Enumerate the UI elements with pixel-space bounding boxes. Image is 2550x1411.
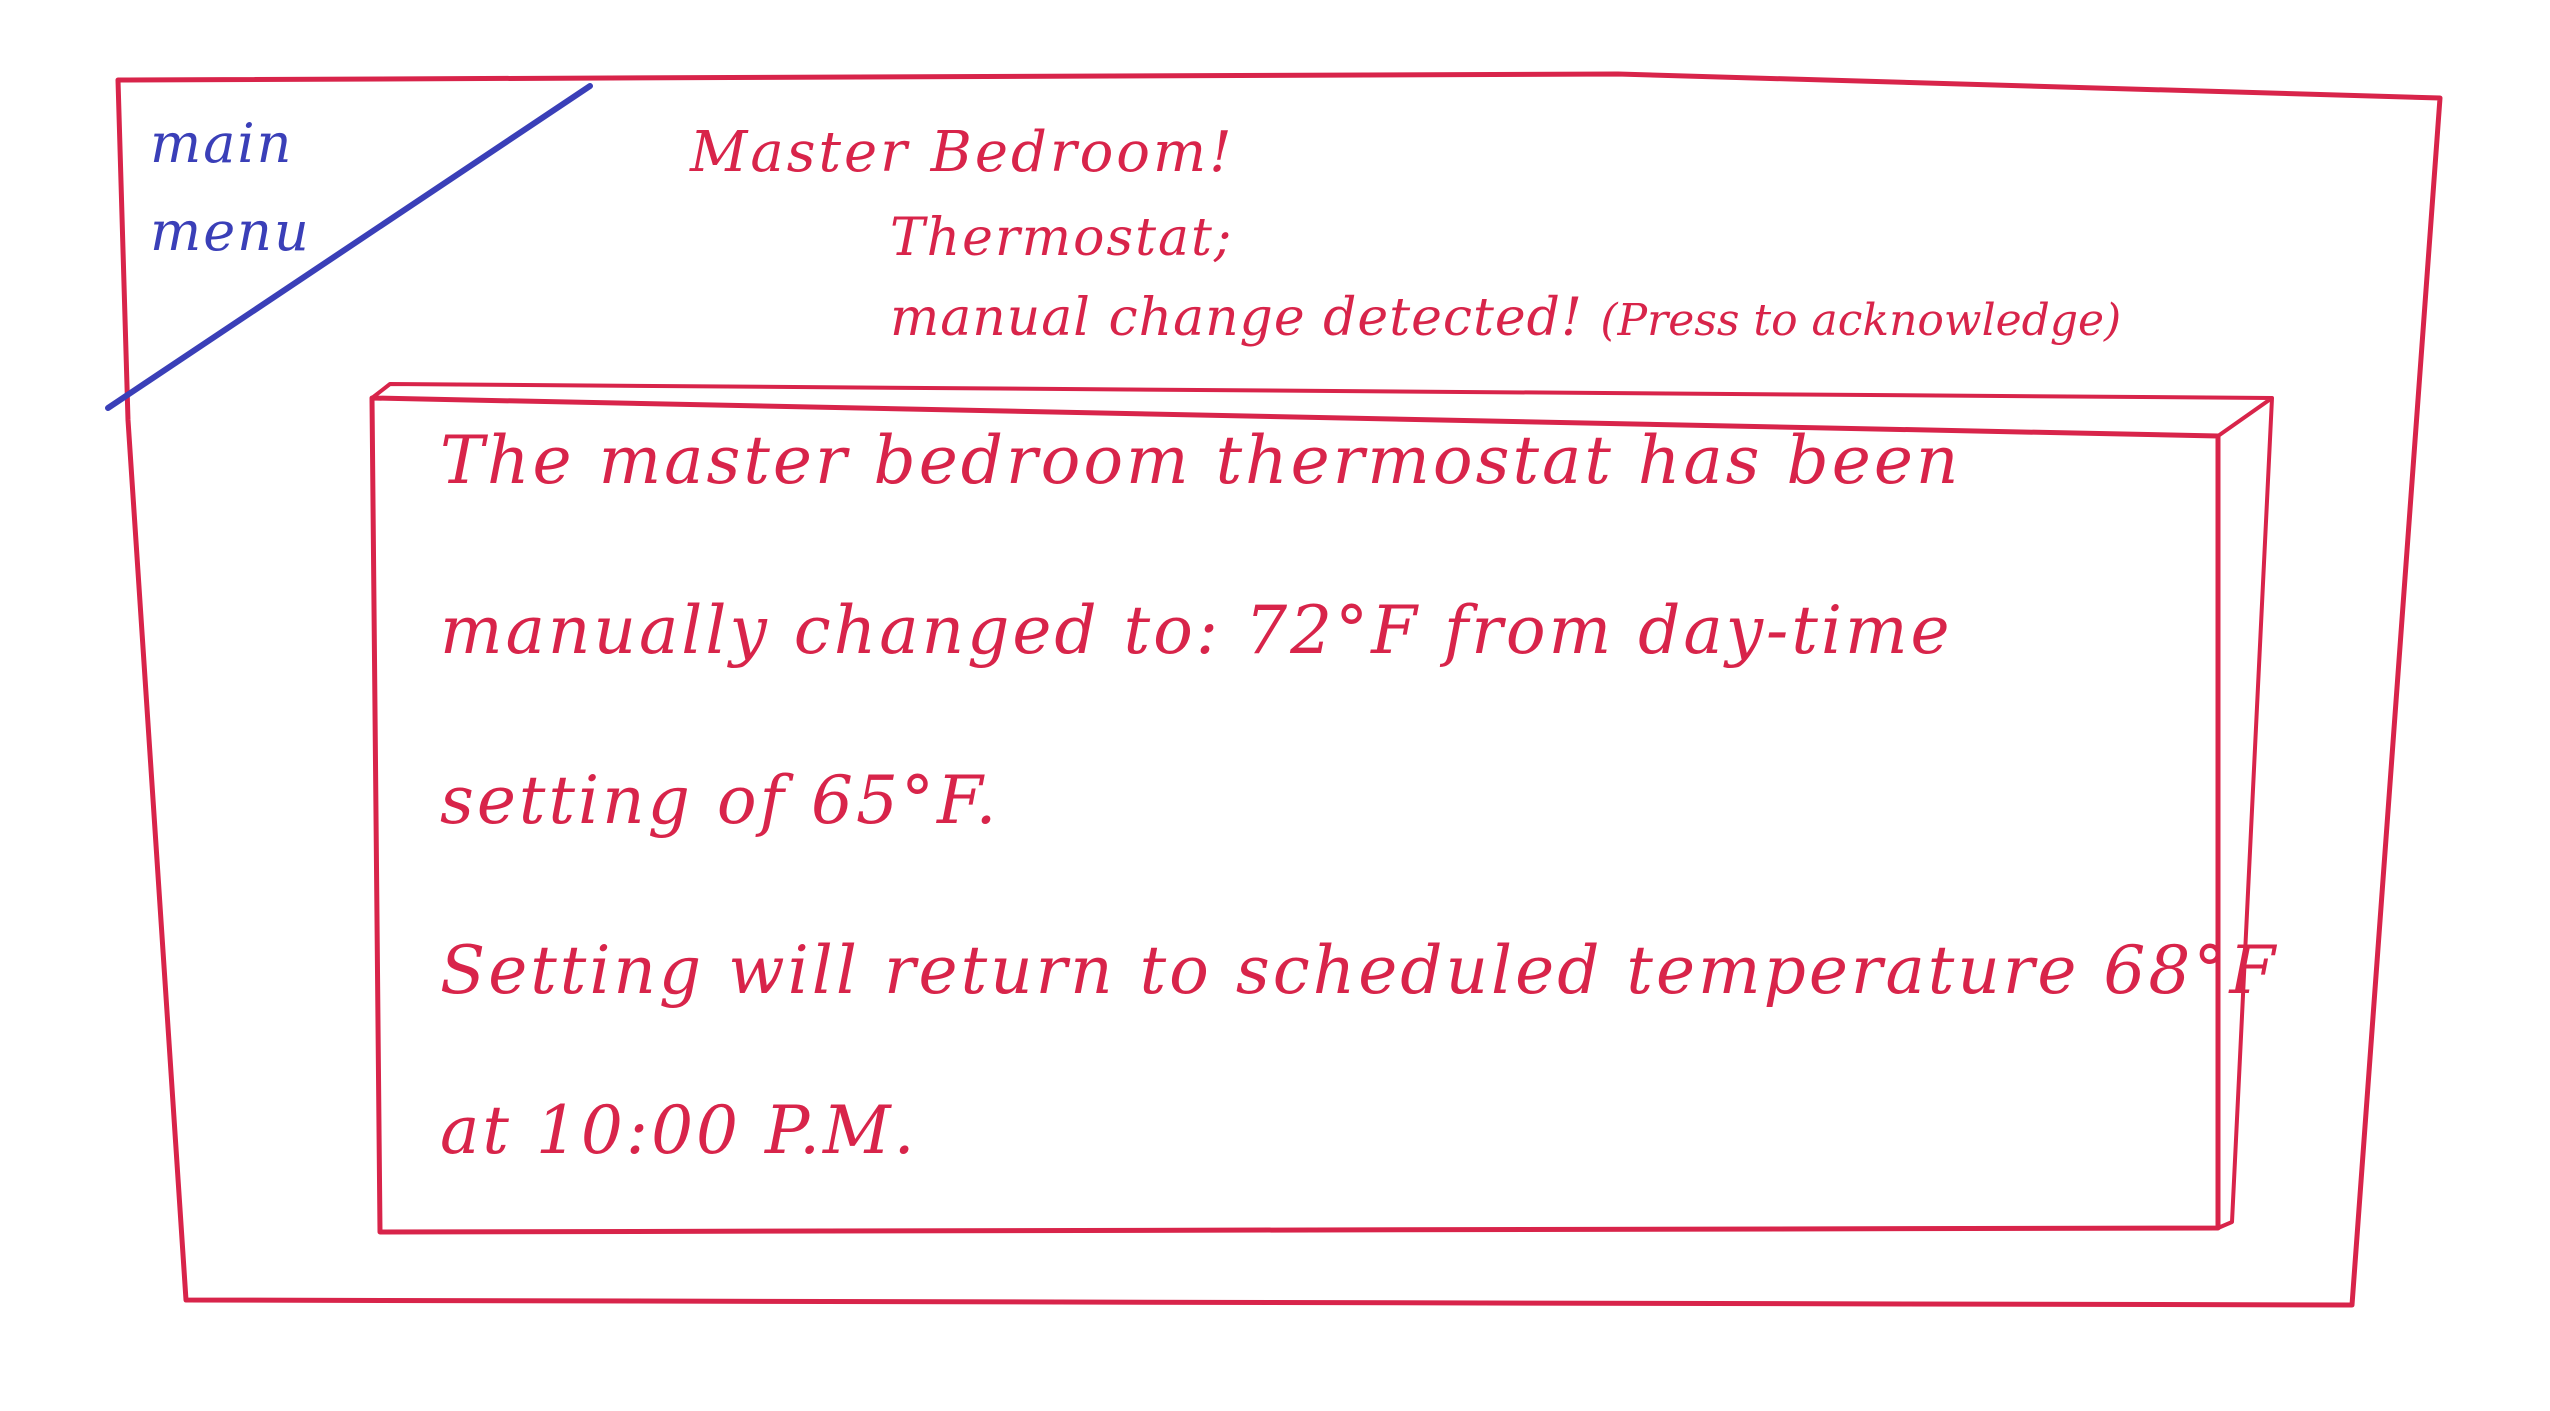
message-line-1: The master bedroom thermostat has been <box>440 422 1962 499</box>
message-line-2: manually changed to: 72°F from day-time <box>440 592 1953 669</box>
room-title: Master Bedroom! <box>690 120 1235 185</box>
acknowledge-hint: (Press to acknowledge) <box>1600 295 2122 346</box>
device-label: Thermostat; <box>890 208 1234 268</box>
alert-text: manual change detected! <box>890 288 1583 348</box>
main-menu-label-main: main <box>150 112 294 175</box>
main-menu-button[interactable] <box>128 100 588 400</box>
message-line-4: Setting will return to scheduled temperature 68°F <box>440 932 2279 1009</box>
acknowledge-alert[interactable] <box>890 288 2121 348</box>
message-line-3: setting of 65°F. <box>440 762 1000 839</box>
message-panel[interactable] <box>380 400 2279 1230</box>
alert-header[interactable] <box>690 120 2290 360</box>
message-line-5: at 10:00 P.M. <box>440 1092 918 1169</box>
main-menu-label-menu: menu <box>150 200 311 263</box>
